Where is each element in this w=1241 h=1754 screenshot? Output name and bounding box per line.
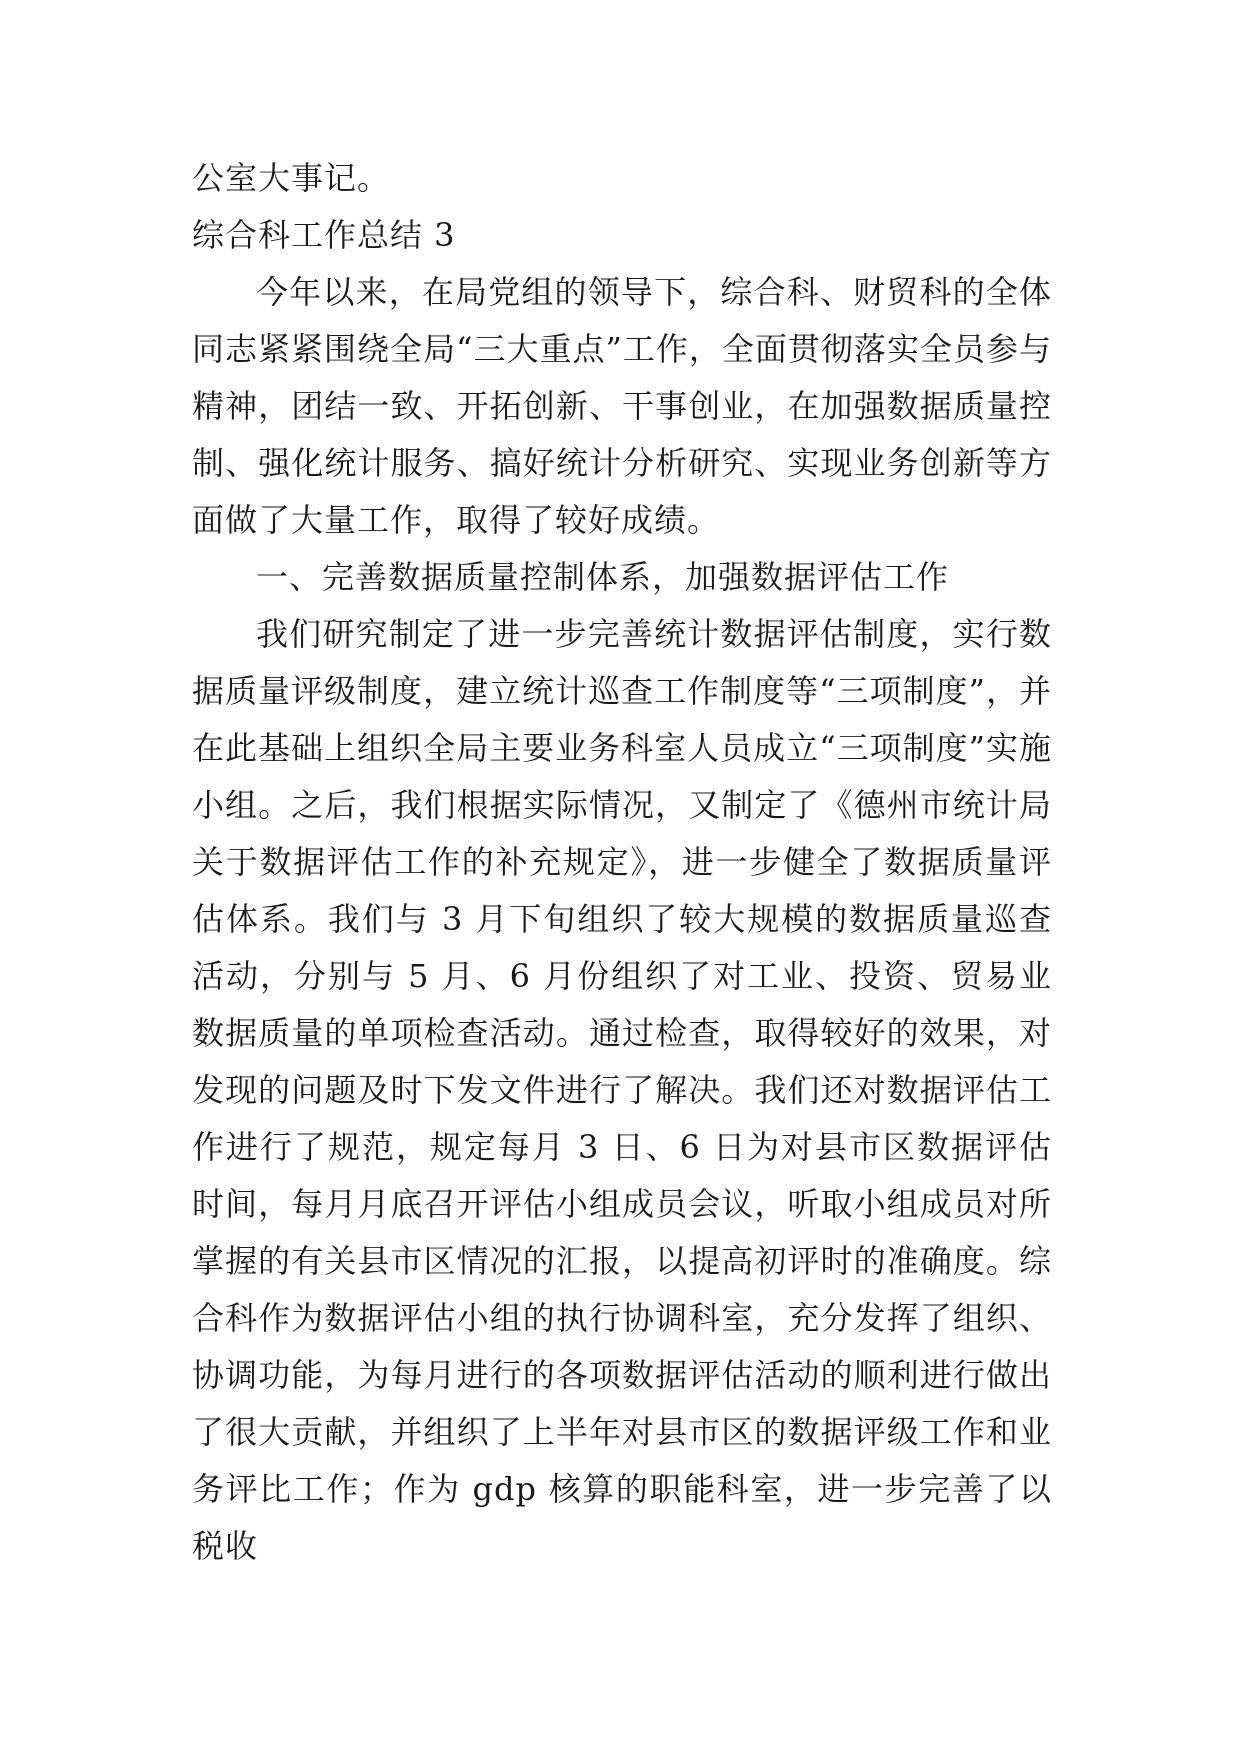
document-body xyxy=(192,150,1052,1575)
paragraph-intro: 今年以来，在局党组的领导下，综合科、财贸科的全体同志紧紧围绕全局“三大重点”工作，全面贯彻落实全员参与精神，团结一致、开拓创新、干事创业，在加强数据质量控制、强化统计服务、搞好统计分析研究、实现业务创新等方面做了大量工作，取得了较好成绩。 xyxy=(192,273,1052,539)
paragraph-body: 我们研究制定了进一步完善统计数据评估制度，实行数据质量评级制度，建立统计巡查工作制度等“三项制度”，并在此基础上组织全局主要业务科室人员成立“三项制度”实施小组。之后，我们根据实际情况，又制定了《德州市统计局关于数据评估工作的补充规定》，进一步健全了数据质量评估体系。我们与 3 月下旬组织了较大规模的数据质量巡查活动，分别与 5 月、6 月份组织了对工业、投资、贸易业数据质量的单项检查活动。通过检查，取得较好的效果，对发现的问题及时下发文件进行了解决。我们还对数据评估工作进行了规范，规定每月 3 日、6 日为对县市区数据评估时间，每月月底召开评估小组成员会议，听取小组成员对所掌握的有关县市区情况的汇报，以提高初评时的准确度。综合科作为数据评估小组的执行协调科室，充分发挥了组织、协调功能，为每月进行的各项数据评估活动的顺利进行做出了很大贡献，并组织了上半年对县市区的数据评级工作和业务评比工作；作为 gdp 核算的职能科室，进一步完善了以税收 xyxy=(192,615,1052,1565)
fragment-line: 公室大事记。 xyxy=(192,159,391,197)
section-title: 综合科工作总结 3 xyxy=(192,216,456,254)
paragraph-heading: 一、完善数据质量控制体系，加强数据评估工作 xyxy=(256,558,950,596)
